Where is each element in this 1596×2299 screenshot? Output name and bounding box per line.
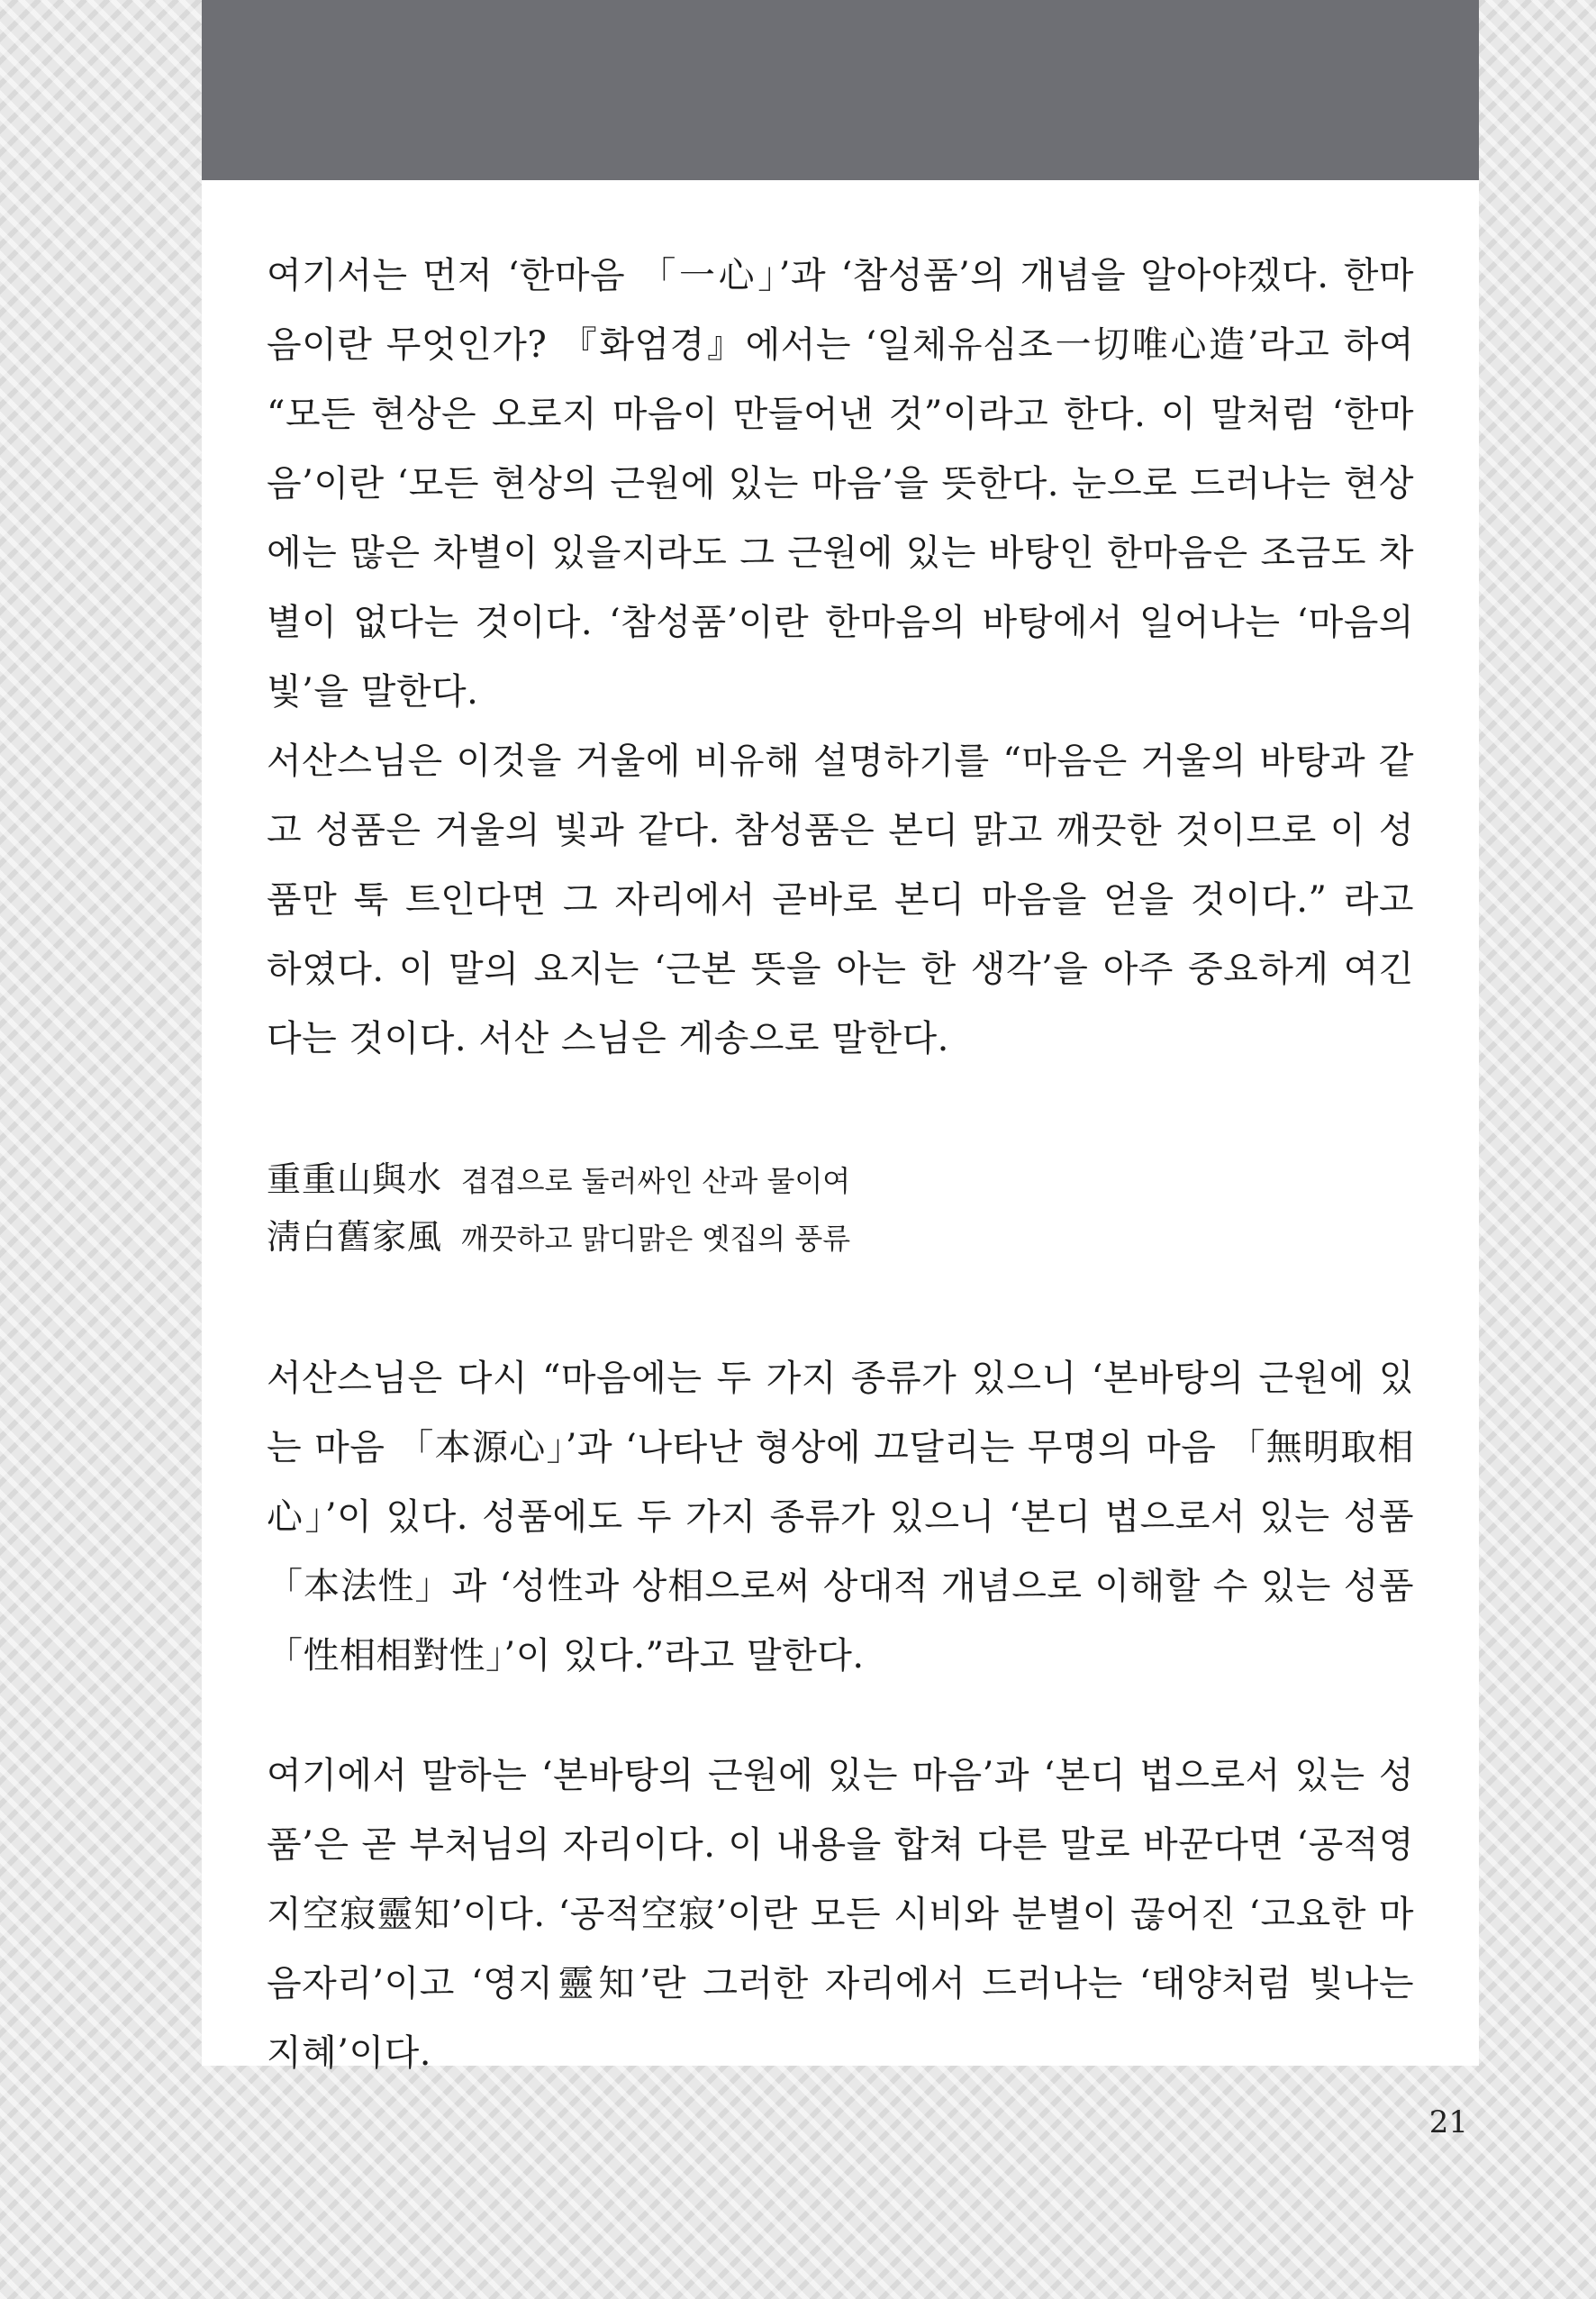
spacer	[267, 1691, 1414, 1741]
poem-translation: 겹겹으로 둘러싸인 산과 물이여	[460, 1164, 851, 1198]
spacer	[267, 1267, 1414, 1344]
poem-block	[267, 1151, 1414, 1267]
paragraph-three: 서산스님은 다시 “마음에는 두 가지 종류가 있으니 ‘본바탕의 근원에 있는 마음 「本源心」’과 ‘나타난 형상에 끄달리는 무명의 마음 「無明取相心」’이 있다. 성품에도 두 가지 종류가 있으니 ‘본디 법으로서 있는 성품 「本法性」과 ‘성性과 상相으로써 상대적 개념으로 이해할 수 있는 성품 「性相相對性」’이 있다.”라고 말한다.	[267, 1358, 1414, 1677]
poem-line	[267, 1151, 1414, 1209]
poem-translation: 깨끗하고 맑디맑은 옛집의 풍류	[460, 1222, 851, 1256]
page-number: 21	[1428, 2104, 1468, 2140]
poem-hanja: 重重山與水	[267, 1159, 443, 1199]
spacer	[267, 1074, 1414, 1151]
poem-line	[267, 1209, 1414, 1267]
header-bar	[202, 0, 1479, 180]
poem-hanja: 淸白舊家風	[267, 1217, 443, 1257]
paragraph-four: 여기에서 말하는 ‘본바탕의 근원에 있는 마음’과 ‘본디 법으로서 있는 성품’은 곧 부처님의 자리이다. 이 내용을 합쳐 다른 말로 바꾼다면 ‘공적영지空寂靈知’이다. ‘공적空寂’이란 모든 시비와 분별이 끊어진 ‘고요한 마음자리’이고 ‘영지靈知’란 그러한 자리에서 드러나는 ‘태양처럼 빛나는 지혜’이다.	[267, 1755, 1414, 2074]
paragraph-one: 여기서는 먼저 ‘한마음 「一心」’과 ‘참성품’의 개념을 알아야겠다. 한마음이란 무엇인가? 『화엄경』에서는 ‘일체유심조一切唯心造’라고 하여 “모든 현상은 오로지 마음이 만들어낸 것”이라고 한다. 이 말처럼 ‘한마음’이란 ‘모든 현상의 근원에 있는 마음’을 뜻한다. 눈으로 드러나는 현상에는 많은 차별이 있을지라도 그 근원에 있는 바탕인 한마음은 조금도 차별이 없다는 것이다. ‘참성품’이란 한마음의 바탕에서 일어나는 ‘마음의 빛’을 말한다.	[267, 255, 1414, 713]
text-area	[267, 241, 1414, 2088]
paragraph-two: 서산스님은 이것을 거울에 비유해 설명하기를 “마음은 거울의 바탕과 같고 성품은 거울의 빛과 같다. 참성품은 본디 맑고 깨끗한 것이므로 이 성품만 툭 트인다면 그 자리에서 곧바로 본디 마음을 얻을 것이다.” 라고 하였다. 이 말의 요지는 ‘근본 뜻을 아는 한 생각’을 아주 중요하게 여긴다는 것이다. 서산 스님은 게송으로 말한다.	[267, 741, 1414, 1059]
